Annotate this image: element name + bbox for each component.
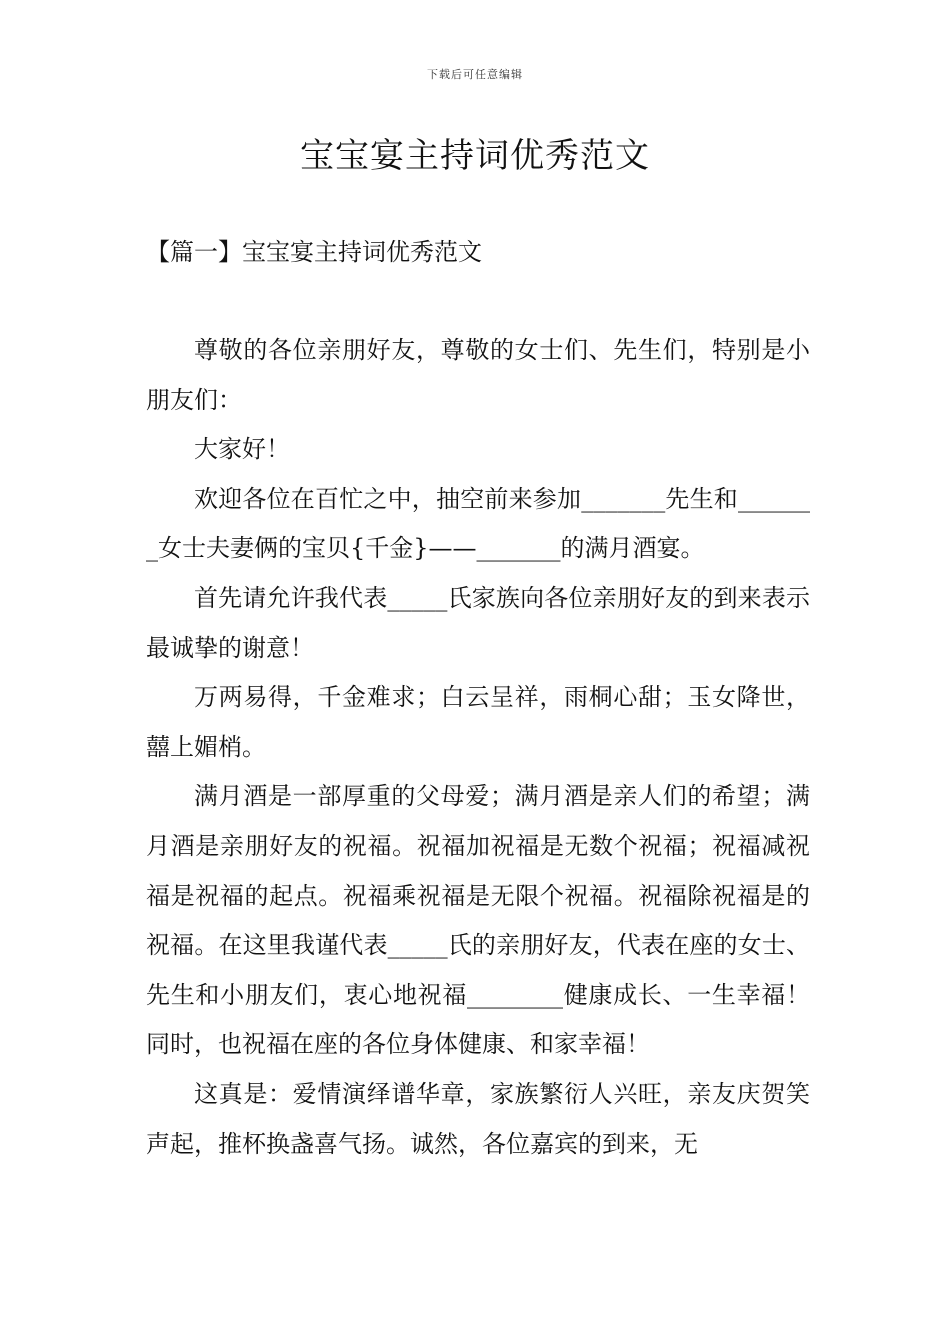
header-note: 下载后可任意编辑 [427,68,523,81]
paragraph: 欢迎各位在百忙之中，抽空前来参加_______先生和_______女士夫妻俩的宝贝{千金}——_______的满月酒宴。 [146,484,810,563]
page-title: 宝宝宴主持词优秀范文 [300,136,650,176]
paragraph: 首先请允许我代表_____氏家族向各位亲朋好友的到来表示最诚挚的谢意！ [146,583,810,662]
section-heading: 【篇一】宝宝宴主持词优秀范文 [146,238,482,266]
paragraph: 尊敬的各位亲朋好友，尊敬的女士们、先生们，特别是小朋友们： [146,336,810,414]
paragraph: 满月酒是一部厚重的父母爱；满月酒是亲人们的希望；满月酒是亲朋好友的祝福。祝福加祝福是无数个祝福；祝福减祝福是祝福的起点。祝福乘祝福是无限个祝福。祝福除祝福是的祝福。在这里我谨代表_____氏的亲朋好友，代表在座的女士、先生和小朋友们，衷心地祝福________健康成长、一生幸福！同时，也祝福在座的各位身体健康、和家幸福！ [146,782,810,1059]
paragraph: 大家好！ [194,435,290,464]
paragraph: 万两易得，千金难求；白云呈祥，雨桐心甜；玉女降世，囍上媚梢。 [146,683,810,761]
document-body [146,326,810,1169]
paragraph: 这真是：爱情演绎谱华章，家族繁衍人兴旺，亲友庆贺笑声起，推杯换盏喜气扬。诚然，各位嘉宾的到来，无 [146,1079,810,1158]
